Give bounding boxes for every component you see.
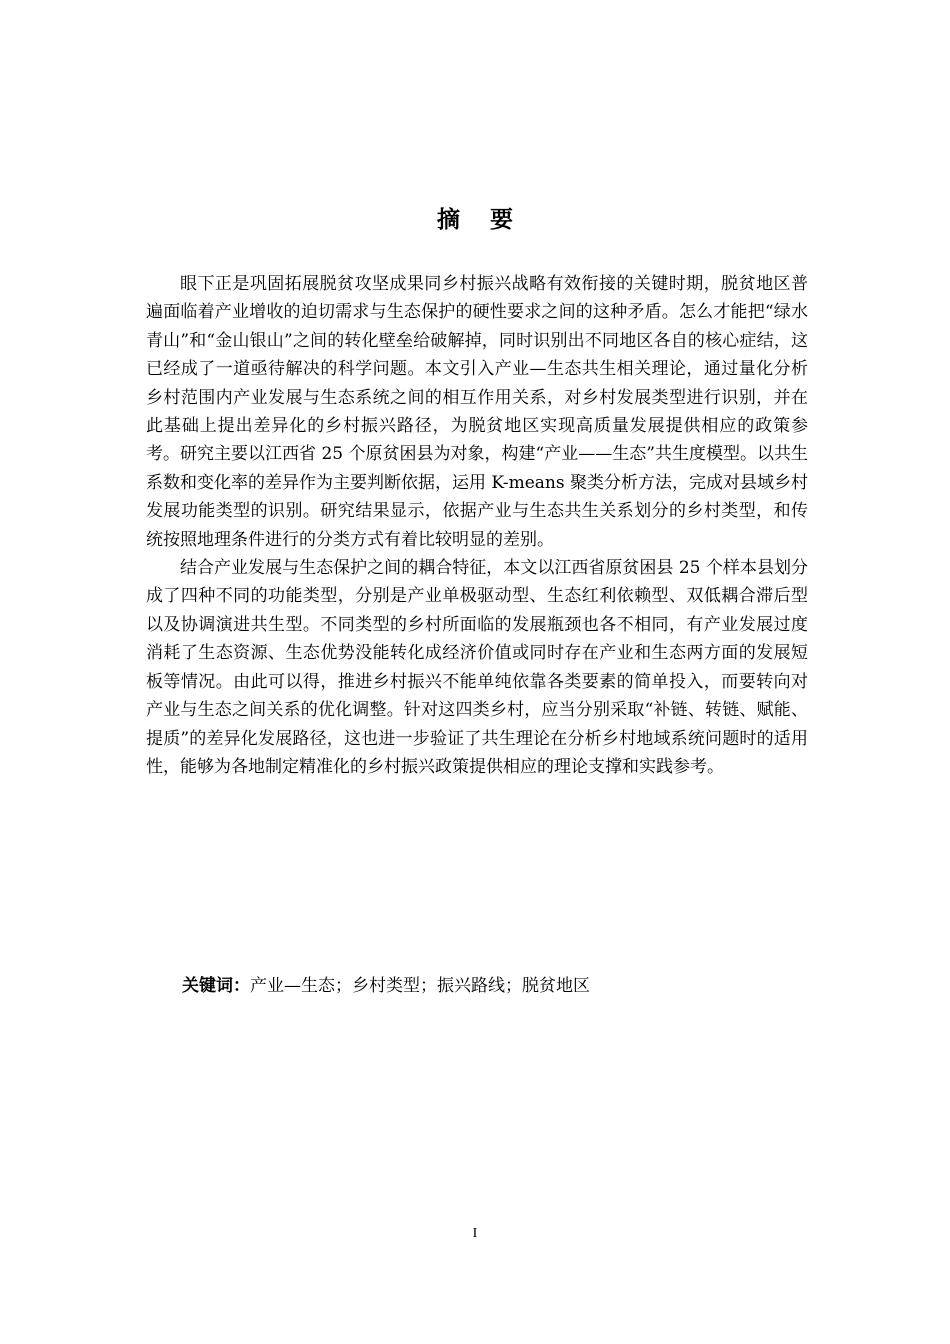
- abstract-title: 摘要: [437, 207, 543, 233]
- abstract-paragraph: 结合产业发展与生态保护之间的耦合特征，本文以江西省原贫困县 25 个样本县划分成了四种不同的功能类型，分别是产业单极驱动型、生态红利依赖型、双低耦合滞后型以及协调演进共生型。不同类型的乡村所面临的发展瓶颈也各不相同，有产业发展过度消耗了生态资源、生态优势没能转化成经济价值或同时存在产业和生态两方面的发展短板等情况。由此可以得，推进乡村振兴不能单纯依靠各类要素的简单投入，而要转向对产业与生态之间关系的优化调整。针对这四类乡村，应当分别采取“补链、转链、赋能、提质”的差异化发展路径，这也进一步验证了共生理论在分析乡村地域系统问题时的适用性，能够为各地制定精准化的乡村振兴政策提供相应的理论支撑和实践参考。: [146, 558, 808, 777]
- abstract-body: [146, 270, 808, 781]
- keywords-text: 产业—生态；乡村类型；振兴路线；脱贫地区: [250, 976, 590, 996]
- abstract-paragraph: 眼下正是巩固拓展脱贫攻坚成果同乡村振兴战略有效衔接的关键时期，脱贫地区普遍面临着产业增收的迫切需求与生态保护的硬性要求之间的这种矛盾。怎么才能把“绿水青山”和“金山银山”之间的转化壁垒给破解掉，同时识别出不同地区各自的核心症结，这已经成了一道亟待解决的科学问题。本文引入产业—生态共生相关理论，通过量化分析乡村范围内产业发展与生态系统之间的相互作用关系，对乡村发展类型进行识别，并在此基础上提出差异化的乡村振兴路径，为脱贫地区实现高质量发展提供相应的政策参考。研究主要以江西省 25 个原贫困县为对象，构建“产业——生态”共生度模型。以共生系数和变化率的差异作为主要判断依据，运用 K-means 聚类分析方法，完成对县域乡村发展功能类型的识别。研究结果显示，依据产业与生态共生关系划分的乡村类型，和传统按照地理条件进行的分类方式有着比较明显的差别。: [146, 274, 809, 550]
- keywords-label: 关键词：: [182, 976, 250, 996]
- page-number: I: [472, 1226, 478, 1241]
- keywords-line: [182, 972, 802, 1000]
